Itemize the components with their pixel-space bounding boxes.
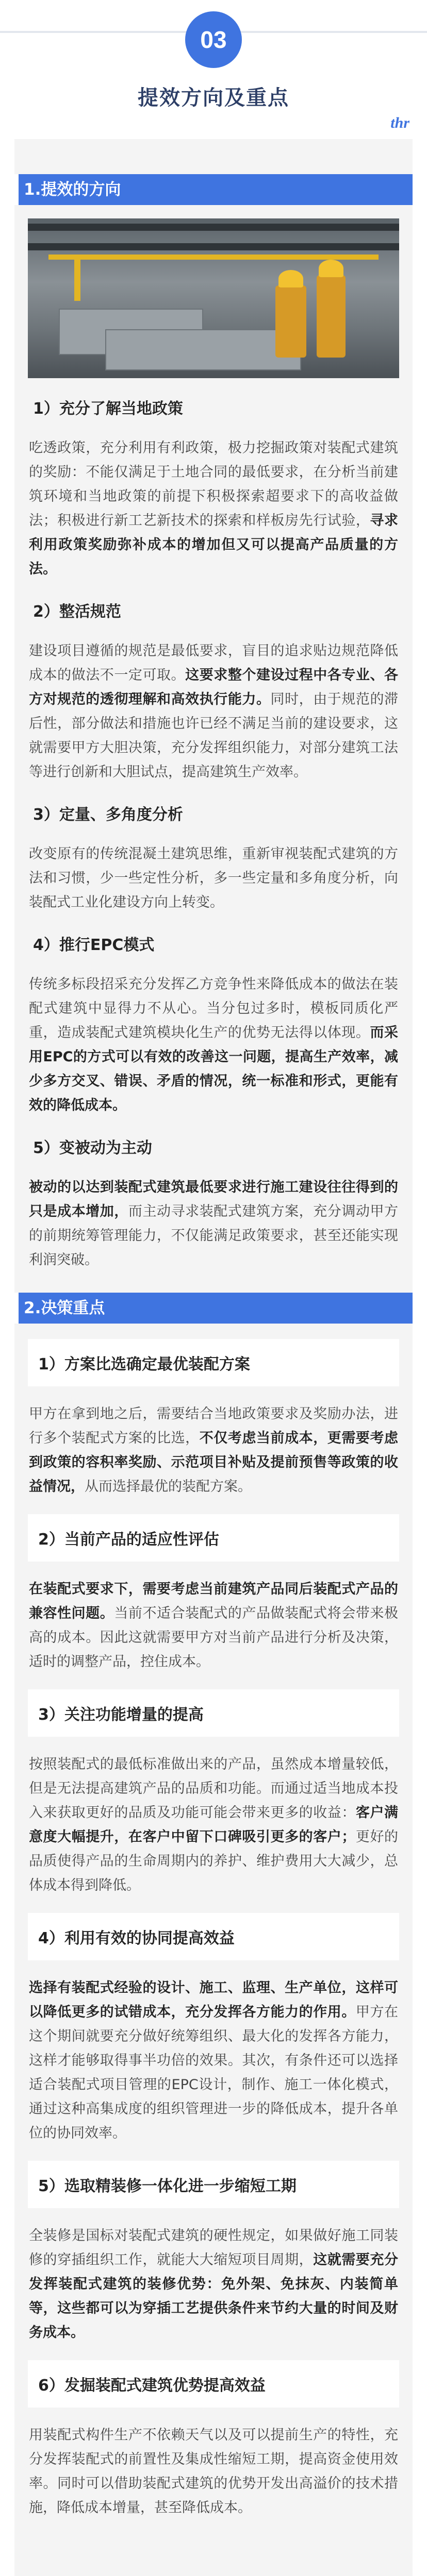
item-heading: 2）当前产品的适应性评估 xyxy=(28,1514,399,1562)
item-paragraph: 改变原有的传统混凝土建筑思维，重新审视装配式建筑的方法和习惯，少一些定性分析，多一些定量和多角度分析，向装配式工业化建设方向上转变。 xyxy=(29,846,398,910)
helmet-icon xyxy=(319,260,343,277)
section-header xyxy=(0,0,427,139)
factory-photo xyxy=(28,218,399,378)
section-bar-decision: 2.决策重点 xyxy=(14,1293,413,1324)
precast-slab xyxy=(105,329,301,370)
item-heading: 3）关注功能增量的提高 xyxy=(28,1689,399,1737)
content-panel xyxy=(14,139,413,2576)
item-paragraph: 传统多标段招采充分发挥乙方竞争性来降低成本的做法在装配式建筑中显得力不从心。当分包过多时，模板同质化严重，造成装配式建筑模块化生产的优势无法得以体现。而采用EPC的方式可以有效的改善这一问题，提高生产效率，减少多方交叉、错误、矛盾的情况，统一标准和形式，更能有效的降低成本。 xyxy=(29,976,399,1113)
item-paragraph: 用装配式构件生产不依赖天气以及可以提前生产的特性，充分发挥装配式的前置性及集成性缩短工期，提高资金使用效率。同时可以借助装配式建筑的优势开发出高溢价的技术措施，降低成本增量，甚至降低成本。 xyxy=(29,2427,398,2516)
item-heading: 1）方案比选确定最优装配方案 xyxy=(28,1339,399,1386)
item-paragraph: 在装配式要求下，需要考虑当前建筑产品同后装配式产品的兼容性问题。当前不适合装配式的产品做装配式将会带来极高的成本。因此这就需要甲方对当前产品进行分析及决策，适时的调整产品，控住成本。 xyxy=(29,1581,399,1670)
crane-rail xyxy=(48,255,379,260)
item-heading: 1）充分了解当地政策 xyxy=(33,400,183,418)
item-paragraph: 建设项目遵循的规范是最低要求，盲目的追求贴边规范降低成本的做法不一定可取。这要求整个建设过程中各专业、各方对规范的透彻理解和高效执行能力。同时，由于规范的滞后性，部分做法和措施也许已经不满足当前的建设要求，这就需要甲方大胆决策，充分发挥组织能力，对部分建筑工法等进行创新和大胆试点，提高建筑生产效率。 xyxy=(29,643,399,780)
item-heading: 5）变被动为主动 xyxy=(33,1139,152,1157)
crane-post xyxy=(74,260,80,301)
item-heading: 4）利用有效的协同提高效益 xyxy=(28,1913,399,1960)
worker-figure xyxy=(317,275,346,358)
item-paragraph: 全装修是国标对装配式建筑的硬性规定，如果做好施工同装修的穿插组织工作，就能大大缩短项目周期，这就需要充分发挥装配式建筑的装修优势：免外架、免抹灰、内装简单等，这些都可以为穿插工艺提供条件来节约大量的时间及财务成本。 xyxy=(29,2228,399,2341)
section-number-badge: 03 xyxy=(185,11,242,68)
item-heading: 4）推行EPC模式 xyxy=(33,936,155,954)
item-heading: 6）发掘装配式建筑优势提高效益 xyxy=(28,2360,399,2408)
item-paragraph: 吃透政策，充分利用有利政策，极力挖掘政策对装配式建筑的奖励：不能仅满足于土地合同的最低要求，在分析当前建筑环境和当地政策的前提下积极探索超要求下的高收益做法；积极进行新工艺新技术的探索和样板房先行试验，寻求利用政策奖励弥补成本的增加但又可以提高产品质量的方法。 xyxy=(29,440,399,577)
ceiling-beam xyxy=(28,243,399,250)
section-title: 提效方向及重点 xyxy=(138,86,289,110)
item-heading: 5）选取精装修一体化进一步缩短工期 xyxy=(28,2161,399,2208)
item-paragraph: 选择有装配式经验的设计、施工、监理、生产单位，这样可以降低更多的试错成本，充分发挥各方能力的作用。甲方在这个期间就要充分做好统筹组织、最大化的发挥各方能力，这样才能够取得事半功倍的效果。其次，有条件还可以选择适合装配式项目管理的EPC设计，制作、施工一体化模式，通过这种高集成度的组织管理进一步的降低成本，提升各单位的协同效率。 xyxy=(29,1980,399,2141)
ceiling-beam xyxy=(28,224,399,231)
brand-logo: thr xyxy=(390,114,409,131)
item-heading: 2）整活规范 xyxy=(33,603,121,621)
worker-figure xyxy=(275,285,306,358)
item-paragraph: 按照装配式的最低标准做出来的产品，虽然成本增量较低，但是无法提高建筑产品的品质和功能。而通过适当地成本投入来获取更好的品质及功能可能会带来更多的收益：客户满意度大幅提升，在客户中留下口碑吸引更多的客户；更好的品质使得产品的生命周期内的养护、维护费用大大减少，总体成本得到降低。 xyxy=(29,1756,399,1893)
item-paragraph: 被动的以达到装配式建筑最低要求进行施工建设往往得到的只是成本增加，而主动寻求装配式建筑方案，充分调动甲方的前期统筹管理能力，不仅能满足政策要求，甚至还能实现利润突破。 xyxy=(29,1179,399,1268)
item-paragraph: 甲方在拿到地之后，需要结合当地政策要求及奖励办法，进行多个装配式方案的比选，不仅考虑当前成本，更需要考虑到政策的容积率奖励、示范项目补贴及提前预售等政策的收益情况，从而选择最优的装配方案。 xyxy=(29,1406,399,1495)
section-bar-direction: 1.提效的方向 xyxy=(14,174,413,205)
helmet-icon xyxy=(278,270,303,287)
item-heading: 3）定量、多角度分析 xyxy=(33,806,183,824)
